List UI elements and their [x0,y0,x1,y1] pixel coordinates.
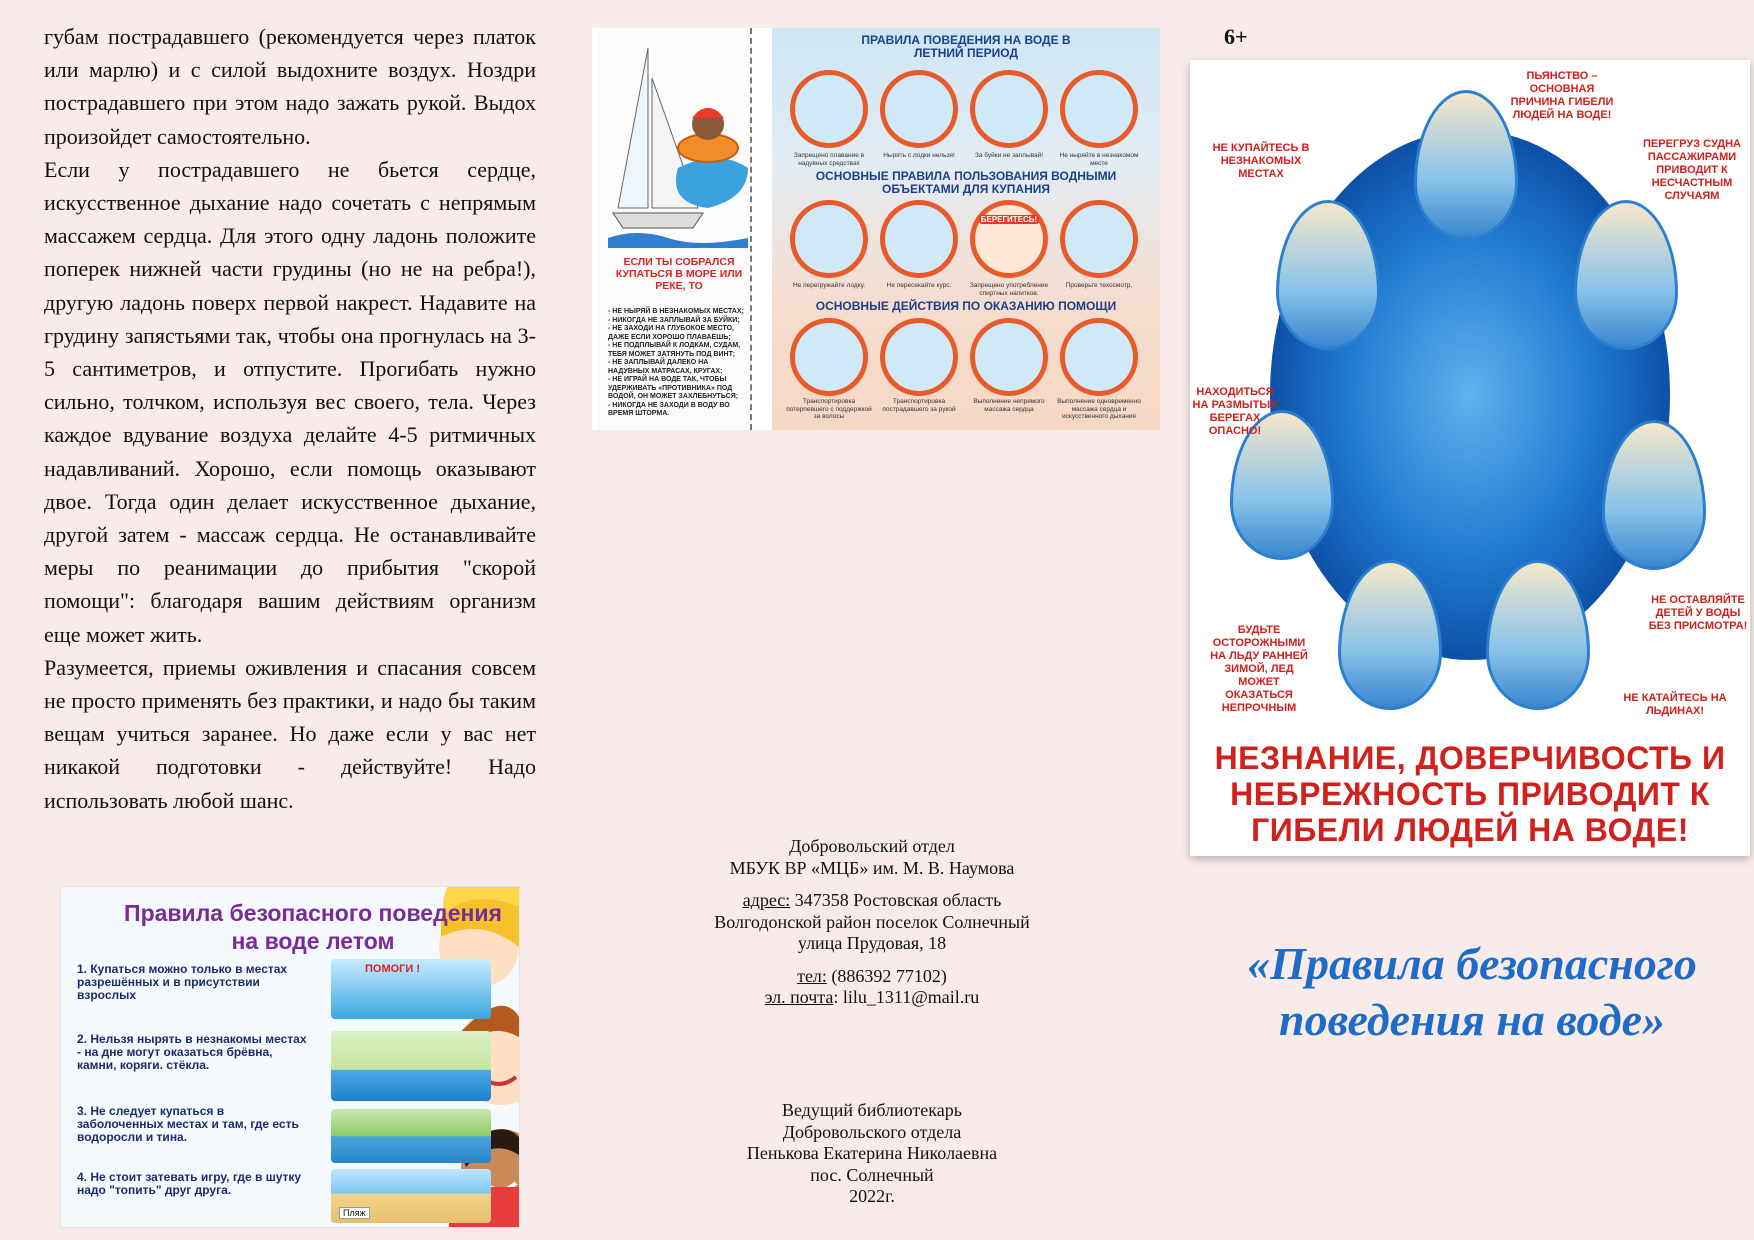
beach-sign: Пляж [339,1207,370,1219]
org-full-name: МБУК ВР «МЦБ» им. М. В. Наумова [729,857,1015,878]
credits-block [612,1100,1132,1208]
email-value: : lilu_1311@mail.ru [833,987,980,1007]
side-rule: - НЕ ЗАХОДИ НА ГЛУБОКОЕ МЕСТО, ДАЖЕ ЕСЛИ ХОРОШО ПЛАВАЕШЬ; [608,325,734,341]
section-title: ОСНОВНЫЕ ДЕЙСТВИЯ ПО ОКАЗАНИЮ ПОМОЩИ [815,299,1117,313]
side-rule: - НЕ ИГРАЙ НА ВОДЕ ТАК, ЧТОБЫ УДЕРЖИВАТЬ «ПРОТИВНИКА» ПОД ВОДОЙ, ОН МОЖЕТ ЗАХЛЕБНУТЬСЯ; [608,376,739,400]
rule-caption: Проверьте техосмотр. [1065,282,1133,289]
poster-title: Правила безопасного поведения на воде летом [124,900,502,954]
danger-label: НАХОДИТЬСЯ НА РАЗМЫТЫХ БЕРЕГАХ ОПАСНО! [1192,386,1278,437]
rule-item: 3. Не следует купаться в заболоченных местах и там, где есть водоросли и тина. [77,1104,299,1144]
rule-illustration [790,200,868,278]
age-rating: 6+ [1224,24,1248,49]
sailboat-panel [598,28,752,430]
phone-line [612,966,1132,988]
side-rule: - НЕ ПОДПЛЫВАЙ К ЛОДКАМ, СУДАМ, ТЕБЯ МОЖЕТ ЗАТЯНУТЬ ПОД ВИНТ; [608,342,741,358]
brochure-title: «Правила безопасного поведения на воде» [1247,938,1697,1045]
danger-label: НЕ КАТАЙТЕСЬ НА ЛЬДИНАХ! [1623,692,1727,717]
side-rule: - НЕ НЫРЯЙ В НЕЗНАКОМЫХ МЕСТАХ; [608,308,744,315]
address-line: Волгодонской район поселок Солнечный [714,911,1030,932]
rule-illustration [970,200,1048,278]
side-rule: - НЕ ЗАПЛЫВАЙ ДАЛЕКО НА НАДУВНЫХ МАТРАСАХ, КРУГАХ; [608,359,723,375]
water-danger-poster [1190,60,1750,856]
paragraph: губам пострадавшего (рекомендуется через платок или марлю) и с силой выдохните воздух. Ноздри пострадавшего при этом надо зажать рукой. Выдох произойдет самостоятельно. [44,24,536,149]
rule-caption: Запрещено плавание в надувных средствах [793,152,865,167]
section-title: ОСНОВНЫЕ ПРАВИЛА ПОЛЬЗОВАНИЯ ВОДНЫМИ ОБЪЕКТАМИ ДЛЯ КУПАНИЯ [815,169,1117,196]
danger-label: НЕ ОСТАВЛЯЙТЕ ДЕТЕЙ У ВОДЫ БЕЗ ПРИСМОТРА! [1648,594,1748,632]
credit-line: Пенькова Екатерина Николаевна [746,1143,998,1163]
address-value: 347358 Ростовская область [790,890,1002,910]
water-rules-poster [592,28,1160,430]
rule-caption: Запрещено употребление спиртных напитков. [969,282,1049,297]
rule-item: 1. Купаться можно только в местах разрешённых и в присутствии взрослых [77,962,288,1002]
credit-line: Ведущий библиотекарь [782,1100,962,1120]
email-label: эл. почта [764,987,834,1007]
drowning-scene [331,959,491,1019]
rule-caption: Не пересекайте курс. [886,282,952,289]
rule-caption: Выполнение непрямого массажа сердца [973,398,1045,413]
rule-illustration [880,70,958,148]
rule-illustration [970,70,1048,148]
rule-caption: За буйки не заплывай! [974,152,1044,159]
phone-value: (886392 77102) [826,965,947,986]
rule-illustration [1060,70,1138,148]
beach-scene [331,1169,491,1223]
contacts-block [612,836,1132,1009]
beware-caption: БЕРЕГИТЕСЬ! [980,215,1038,224]
email-line [612,987,1132,1009]
rule-illustration [880,200,958,278]
rule-caption: Не перегружайте лодку. [792,282,866,289]
rule-illustration [970,318,1048,396]
rule-item: 4. Не стоит затевать игру, где в шутку надо "топить" друг друга. [77,1170,302,1197]
side-title: ЕСЛИ ТЫ СОБРАЛСЯ КУПАТЬСЯ В МОРЕ ИЛИ РЕКЕ, ТО [615,256,743,292]
drop-illustration [1414,90,1518,240]
poster-slogan: НЕЗНАНИЕ, ДОВЕРЧИВОСТЬ И НЕБРЕЖНОСТЬ ПРИВОДИТ К ГИБЕЛИ ЛЮДЕЙ НА ВОДЕ! [1214,740,1726,848]
rule-caption: Не ныряйте в незнакомом месте [1059,152,1139,167]
paragraph: Если у пострадавшего не бьется сердце, искусственное дыхание надо сочетать с непрямым массажем сердца. Для этого одну ладонь положите поперек нижней части грудины (но не на ребра!), другую ладонь поверх первой накрест. Надавите на грудину запястьями так, чтобы она прогнулась на 3-5 сантиметров, и отпустите. Прогибать нужно сильно, толчком, используя вес своего, тела. Через каждое вдувание воздуха делайте 4-5 ритмичных надавливаний. Хорошо, если помощь оказывают двое. Тогда один делает искусственное дыхание, другой затем - массаж сердца. Не останавливайте меры по реанимации до прибытия "скорой помощи": благодаря вашим действиям организм еще может жить. [44,156,536,647]
summer-rules-poster [60,886,520,1228]
credit-line: пос. Солнечный [810,1164,934,1185]
side-rule: - НИКОГДА НЕ ЗАХОДИ В ВОДУ ВО ВРЕМЯ ШТОРМА. [608,401,730,417]
danger-label: НЕ КУПАЙТЕСЬ В НЕЗНАКОМЫХ МЕСТАХ [1212,142,1310,180]
rule-item: 2. Нельзя нырять в незнакомы местах - на дне могут оказаться брёвна, камни, коряги. стёкла. [77,1032,307,1072]
side-rule: - НИКОГДА НЕ ЗАПЛЫВАЙ ЗА БУЙКИ; [608,316,740,324]
rules-panel [772,28,1160,430]
rule-caption: Нырять с лодки нельзя! [883,152,955,159]
credit-line: 2022г. [849,1186,895,1206]
address-line [612,890,1132,912]
danger-label: ПЬЯНСТВО – ОСНОВНАЯ ПРИЧИНА ГИБЕЛИ ЛЮДЕЙ НА ВОДЕ! [1510,70,1614,121]
side-rules [608,308,748,419]
paragraph: Разумеется, приемы оживления и спасания совсем не просто применять без практики, и надо бы таким вещам учиться заранее. Но даже если у вас нет никакой подготовки - действуйте! Надо использовать любой шанс. [44,654,536,813]
rule-illustration [1060,318,1138,396]
rule-illustration [880,318,958,396]
rule-illustration [790,70,868,148]
rule-illustration [1060,200,1138,278]
rule-caption: Транспортировка пострадавшего за рукой [882,398,956,413]
org-name: Добровольский отдел [789,836,955,856]
diving-scene [331,1031,491,1101]
credit-line: Добровольского отдела [782,1121,962,1142]
help-caption: ПОМОГИ ! [365,963,421,975]
danger-label: ПЕРЕГРУЗ СУДНА ПАССАЖИРАМИ ПРИВОДИТ К НЕСЧАСТНЫМ СЛУЧАЯМ [1643,138,1741,202]
first-aid-text [44,20,536,817]
sailboat-illustration [608,38,748,248]
rule-caption: Выполнение одновременно массажа сердца и искусственного дыхания [1057,398,1141,420]
section-title: ПРАВИЛА ПОВЕДЕНИЯ НА ВОДЕ В ЛЕТНИЙ ПЕРИОД [861,33,1071,60]
phone-label: тел: [797,965,827,986]
danger-label: БУДЬТЕ ОСТОРОЖНЫМИ НА ЛЬДУ РАННЕЙ ЗИМОЙ, ЛЕД МОЖЕТ ОКАЗАТЬСЯ НЕПРОЧНЫМ [1210,624,1308,714]
rule-caption: Транспортировка потерпевшего с поддержкой за волосы [786,398,872,420]
address-label: адрес: [742,890,791,910]
swamp-scene [331,1109,491,1163]
address-line: улица Прудовая, 18 [797,933,947,953]
rule-illustration [790,318,868,396]
